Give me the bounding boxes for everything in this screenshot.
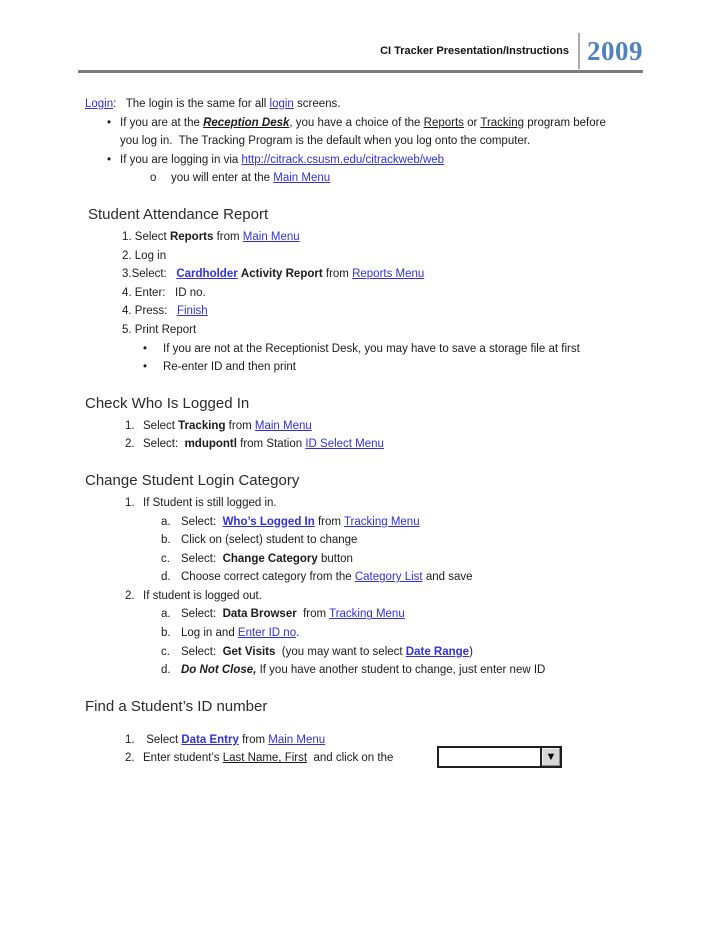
link[interactable]: Tracking Menu xyxy=(329,608,405,621)
text-segment: If Student is still logged in. xyxy=(143,496,277,509)
list-item-text xyxy=(122,265,665,284)
list-item-text xyxy=(181,568,665,587)
find-id-step xyxy=(125,731,665,750)
list-letter: b. xyxy=(161,627,171,640)
text-segment: mdupontl xyxy=(184,438,237,451)
list-letter: b. xyxy=(161,534,171,547)
category-substep xyxy=(161,550,665,569)
list-item-text xyxy=(181,643,665,662)
attendance-step xyxy=(122,247,665,266)
section-heading-logged-in: Check Who Is Logged In xyxy=(85,394,250,412)
text-segment: and click on the xyxy=(307,752,394,765)
text-segment: (you may want to select xyxy=(275,645,406,658)
text-segment: If you are not at the Receptionist Desk, you may have to save a storage file at first xyxy=(163,342,580,355)
link[interactable]: Main Menu xyxy=(273,172,331,185)
list-item-text xyxy=(143,749,665,768)
text-segment: you will enter at the xyxy=(171,172,274,185)
text-segment: Reports xyxy=(169,230,214,243)
text-segment: program before xyxy=(524,116,606,129)
text-segment: from xyxy=(314,515,344,528)
text-segment: screens. xyxy=(293,98,341,110)
attendance-note xyxy=(143,358,665,377)
link[interactable]: Login xyxy=(85,98,114,110)
text-segment: and save xyxy=(422,571,473,584)
category-substep xyxy=(161,568,665,587)
text-segment: Click on (select) student to change xyxy=(181,534,358,547)
section-heading-category: Change Student Login Category xyxy=(85,471,300,489)
list-item-text xyxy=(143,417,665,436)
text-segment: button xyxy=(317,552,353,565)
link[interactable]: login xyxy=(269,98,294,110)
bullet-icon: • xyxy=(143,342,148,355)
text-segment: from xyxy=(238,733,269,746)
document-title: CI Tracker Presentation/Instructions xyxy=(380,44,569,57)
text-segment: If you have another student to change, just enter new ID xyxy=(256,664,546,677)
text-segment: or xyxy=(463,116,481,129)
link[interactable]: Who’s Logged In xyxy=(222,515,315,528)
link[interactable]: Main Menu xyxy=(268,733,326,746)
text-segment: If you are at the xyxy=(120,116,204,129)
list-letter: d. xyxy=(161,664,171,677)
list-item-text xyxy=(122,247,665,266)
list-number: 2. xyxy=(125,752,135,765)
list-item-text xyxy=(163,340,665,359)
list-item-text xyxy=(122,302,665,321)
header-rule xyxy=(78,70,643,73)
category-substep xyxy=(161,531,665,550)
list-item-text xyxy=(181,513,665,532)
bullet-icon: • xyxy=(143,361,148,374)
list-item-text xyxy=(181,605,665,624)
list-item-text xyxy=(181,624,665,643)
page-header xyxy=(78,33,643,69)
link[interactable]: Data Entry xyxy=(181,733,239,746)
text-segment: Do Not Close, xyxy=(181,664,257,677)
text-segment: Re-enter ID and then print xyxy=(163,361,296,374)
dropdown-arrow-button[interactable] xyxy=(540,748,560,766)
list-letter: d. xyxy=(161,571,171,584)
text-segment: Select xyxy=(143,419,179,432)
text-segment: you log in. The Tracking Program is the default when you log onto the computer. xyxy=(120,135,531,148)
text-segment: If student is logged out. xyxy=(143,589,262,602)
text-segment: ) xyxy=(469,645,473,658)
text-segment: Reports xyxy=(423,116,464,129)
bullet-icon: • xyxy=(107,116,112,129)
login-intro-paragraph xyxy=(85,95,665,114)
login-subbullet-mainmenu xyxy=(150,169,665,188)
text-segment: Last Name, First xyxy=(222,752,308,765)
text-segment: Data Browser xyxy=(222,608,297,621)
find-id-step xyxy=(125,749,665,768)
text-segment: Tracking xyxy=(178,419,226,432)
text-segment: Select: xyxy=(181,608,223,621)
list-item-text xyxy=(181,661,665,680)
list-number: 2. xyxy=(125,438,135,451)
attendance-note xyxy=(143,340,665,359)
text-segment: Change Category xyxy=(222,552,318,565)
text-segment: 4. Press: xyxy=(122,305,177,318)
text-segment: If you are logging in via xyxy=(120,153,242,166)
bullet-icon: • xyxy=(107,153,112,166)
text-segment: from xyxy=(225,419,255,432)
attendance-step xyxy=(122,228,665,247)
list-item-text xyxy=(143,731,665,750)
list-item-text xyxy=(143,587,665,606)
text-segment: Log in and xyxy=(181,627,238,640)
link[interactable]: Date Range xyxy=(405,645,470,658)
category-substep xyxy=(161,513,665,532)
chevron-down-icon: ▼ xyxy=(545,750,557,763)
text-segment: Activity Report xyxy=(240,268,323,281)
list-item-text xyxy=(143,494,665,513)
text-segment: : The login is the same for all xyxy=(113,98,270,110)
list-item-text xyxy=(181,550,665,569)
header-divider xyxy=(578,33,580,69)
text-segment: 3.Select: xyxy=(122,268,177,281)
text-segment: , you have a choice of the xyxy=(289,116,424,129)
link[interactable]: Tracking Menu xyxy=(343,515,420,528)
category-step xyxy=(125,587,665,606)
text-segment: Enter student’s xyxy=(143,752,223,765)
header-year: 2009 xyxy=(587,35,643,66)
list-letter: a. xyxy=(161,515,171,528)
list-item-text xyxy=(122,284,665,303)
text-segment: Choose correct category from the xyxy=(181,571,355,584)
text-segment: Select: xyxy=(181,552,223,565)
text-segment: Select: xyxy=(143,438,185,451)
list-number: 2. xyxy=(125,589,135,602)
login-bullet-reception-wrap xyxy=(120,132,665,151)
list-item-text xyxy=(143,435,665,454)
student-name-dropdown[interactable] xyxy=(437,746,562,768)
text-segment: Select xyxy=(143,733,182,746)
text-segment: Select: xyxy=(181,515,223,528)
document-body xyxy=(85,95,665,768)
attendance-step xyxy=(122,321,665,340)
login-bullet-url xyxy=(107,151,665,170)
list-item-text xyxy=(163,358,665,377)
list-number: 1. xyxy=(125,733,135,746)
attendance-step xyxy=(122,284,665,303)
text-segment: 4. Enter: ID no. xyxy=(122,286,206,299)
text-segment: 2. Log in xyxy=(122,249,167,262)
find-id-list xyxy=(85,731,665,768)
list-item-text xyxy=(120,114,665,133)
list-item-text xyxy=(120,151,665,170)
link[interactable]: Main Menu xyxy=(254,419,312,432)
category-substep xyxy=(161,661,665,680)
link[interactable]: Main Menu xyxy=(242,230,300,243)
list-item-text xyxy=(120,132,665,151)
text-segment: . xyxy=(296,627,300,640)
list-item-text xyxy=(181,531,665,550)
text-segment: 1. Select xyxy=(122,230,170,243)
list-number: 1. xyxy=(125,419,135,432)
text-segment: from xyxy=(322,268,353,281)
list-letter: a. xyxy=(161,608,171,621)
circle-bullet-icon: o xyxy=(150,172,157,185)
text-segment: Reception Desk xyxy=(203,116,290,129)
category-step xyxy=(125,494,665,513)
link[interactable]: ID Select Menu xyxy=(305,438,384,451)
text-segment: from xyxy=(296,608,330,621)
category-substep xyxy=(161,643,665,662)
link[interactable]: Enter ID no xyxy=(237,627,297,640)
list-item-text xyxy=(122,228,665,247)
list-item-text xyxy=(122,321,665,340)
logged-in-step xyxy=(125,417,665,436)
text-segment: 5. Print Report xyxy=(122,323,197,336)
list-number: 1. xyxy=(125,496,135,509)
section-heading-attendance: Student Attendance Report xyxy=(88,205,269,223)
link[interactable]: http://citrack.csusm.edu/citrackweb/web xyxy=(241,153,445,166)
list-letter: c. xyxy=(161,552,170,565)
logged-in-step xyxy=(125,435,665,454)
list-item-text xyxy=(171,169,665,188)
text-segment: Select: xyxy=(181,645,223,658)
attendance-step xyxy=(122,265,665,284)
link[interactable]: Reports Menu xyxy=(352,268,425,281)
paragraph-text xyxy=(85,95,665,114)
text-segment: Tracking xyxy=(480,116,525,129)
login-bullet-reception xyxy=(107,114,665,133)
link[interactable]: Cardholder xyxy=(176,268,238,281)
category-substep xyxy=(161,605,665,624)
text-segment: from xyxy=(213,230,243,243)
dropdown-value[interactable] xyxy=(439,748,540,766)
section-heading-find-id: Find a Student’s ID number xyxy=(85,697,268,715)
attendance-step xyxy=(122,302,665,321)
text-segment: from Station xyxy=(236,438,306,451)
category-substep xyxy=(161,624,665,643)
link[interactable]: Finish xyxy=(176,305,208,318)
text-segment: Get Visits xyxy=(222,645,276,658)
link[interactable]: Category List xyxy=(354,571,423,584)
list-letter: c. xyxy=(161,645,170,658)
